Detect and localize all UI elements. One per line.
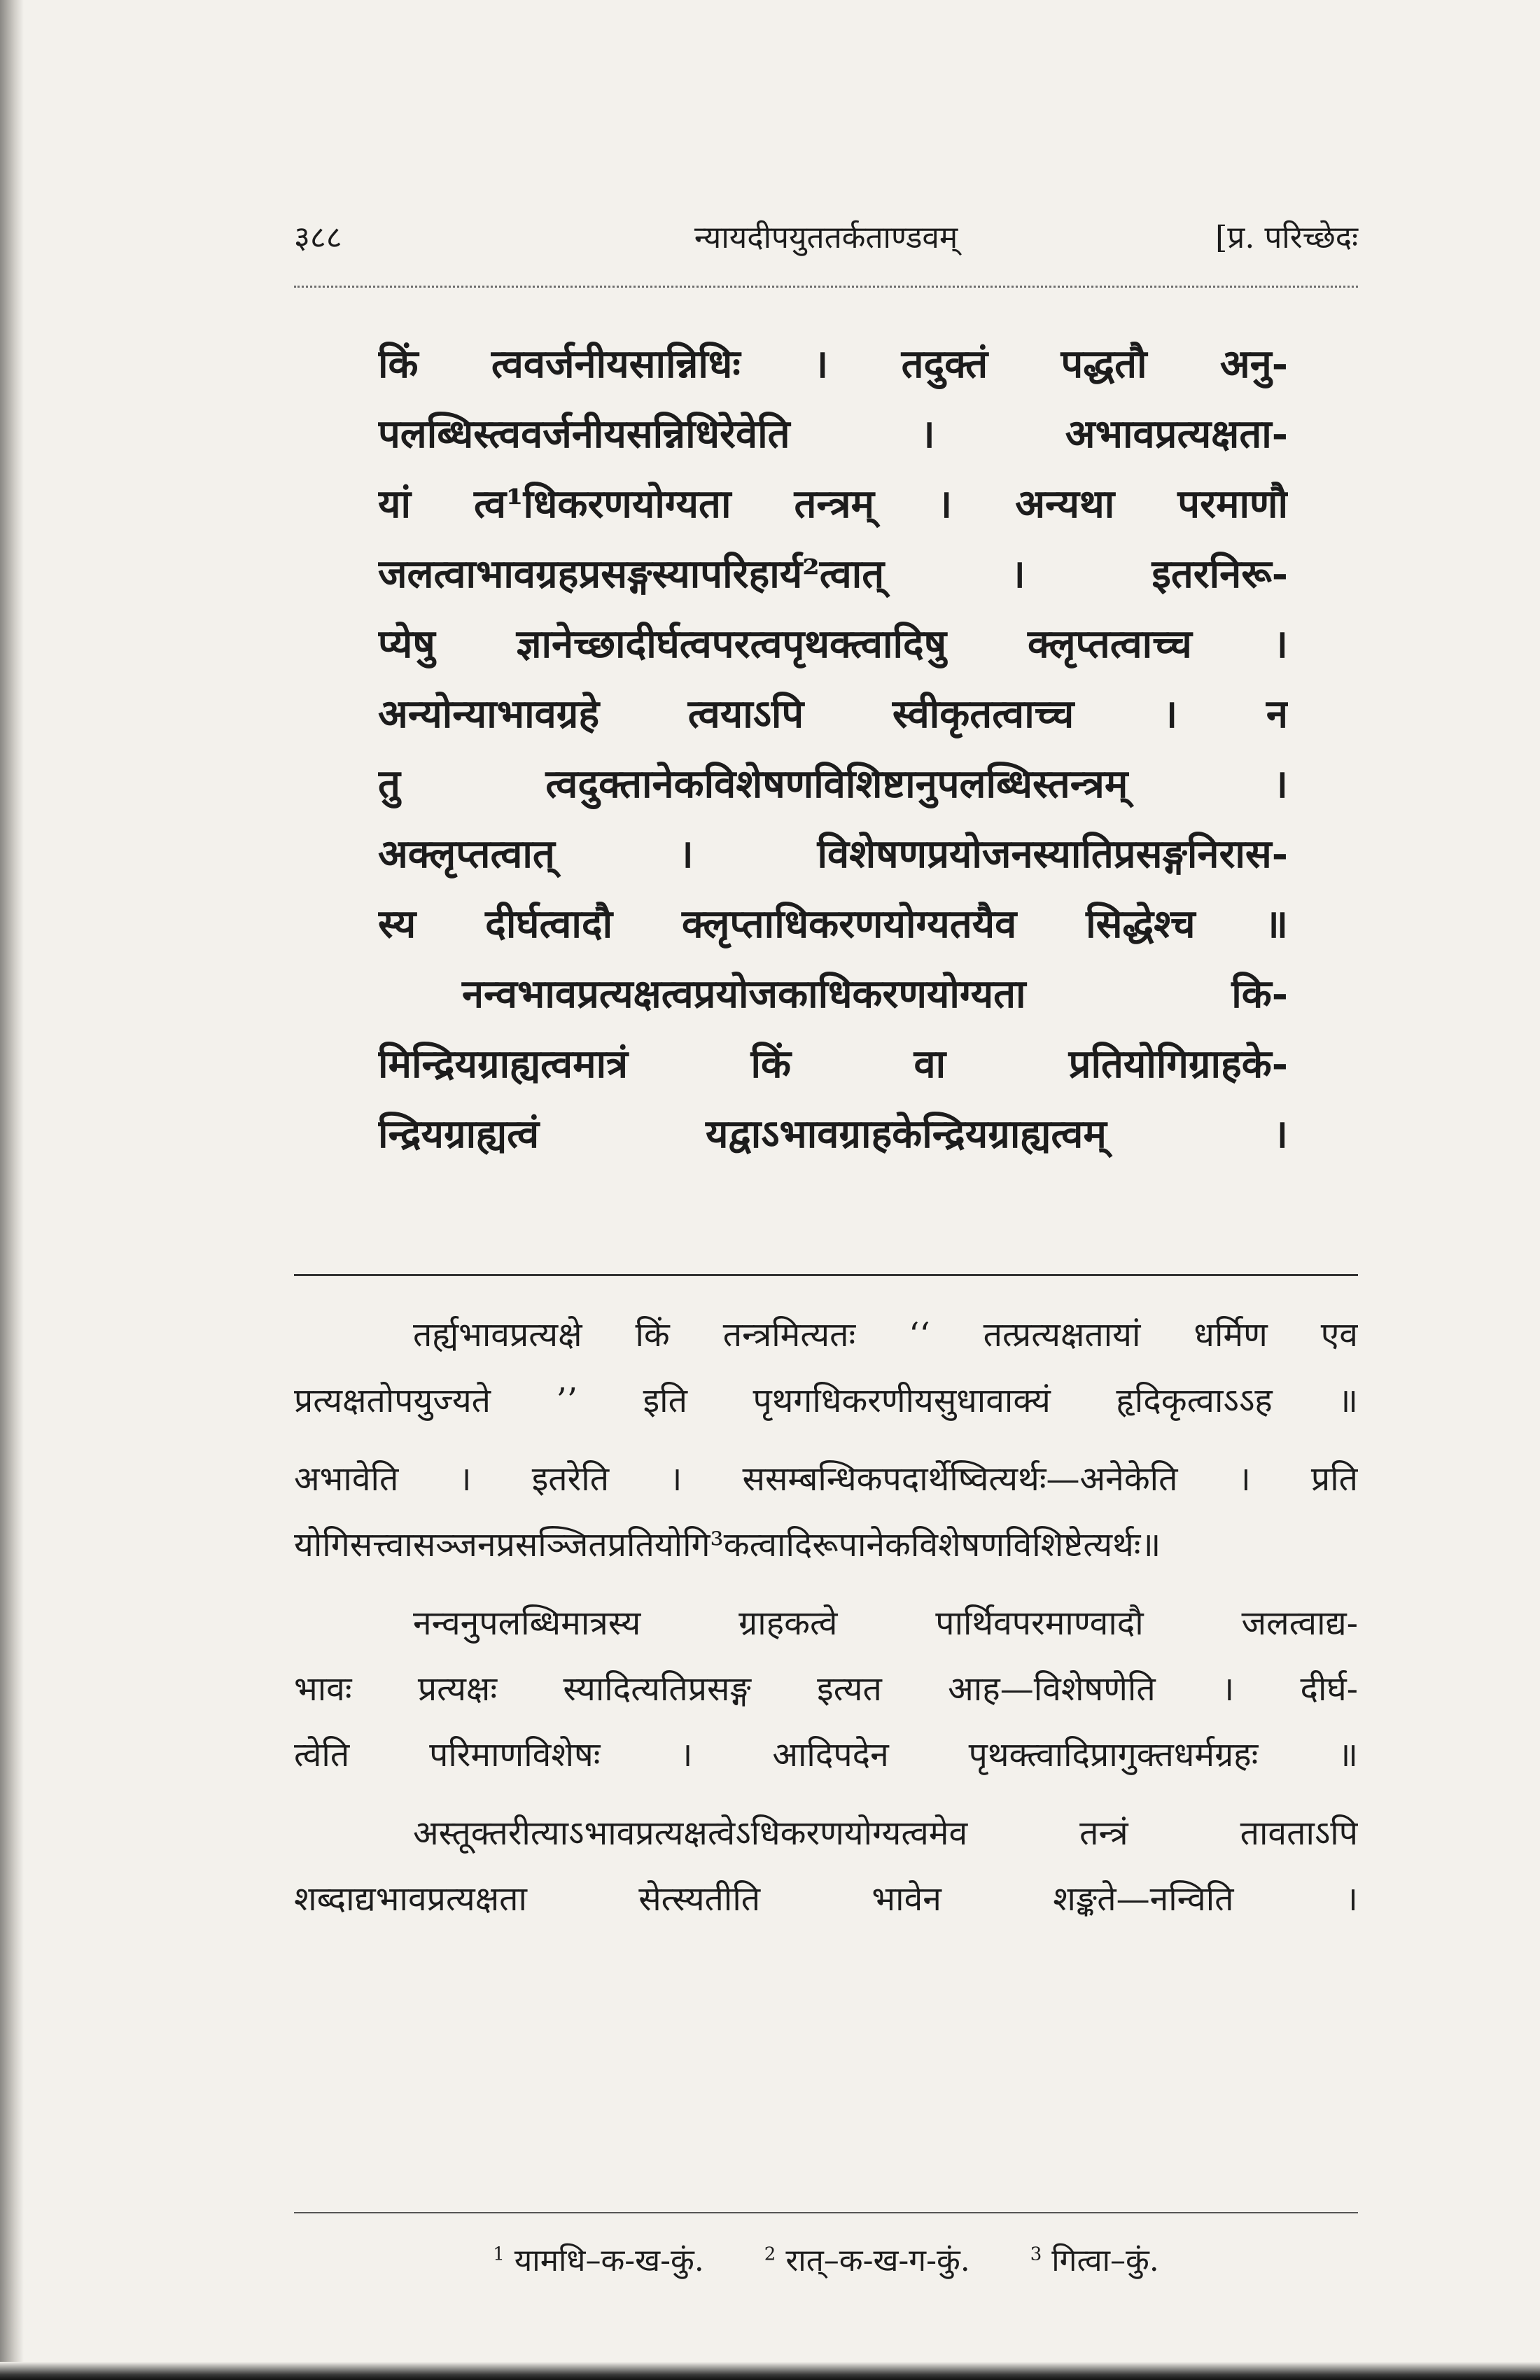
root-text-line: प्येषु ज्ञानेच्छादीर्घत्वपरत्वपृथक्त्वादिषु क्लृप्तत्वाच्च । <box>378 621 1288 667</box>
root-text-line: अन्योन्याभावग्रहे त्वयाऽपि स्वीकृतत्वाच्च । न <box>378 691 1288 737</box>
commentary-line: अस्तूक्तरीत्याऽभावप्रत्यक्षत्वेऽधिकरणयोग्यत्वमेव तन्त्रं तावताऽपि <box>413 1814 1358 1853</box>
page-bottom-edge <box>0 2362 1540 2380</box>
book-title: न्यायदीपयुततर्कताण्डवम् <box>694 220 958 255</box>
commentary-line: भावः प्रत्यक्षः स्यादित्यतिप्रसङ्ग इत्यत आह—विशेषणेति । दीर्घ- <box>294 1670 1358 1709</box>
footnote-mark: 3 <box>1030 2244 1042 2264</box>
root-text-line: नन्वभावप्रत्यक्षत्वप्रयोजकाधिकरणयोग्यता कि- <box>462 971 1288 1017</box>
footnote <box>493 2243 704 2278</box>
page-binding-edge <box>0 0 24 2380</box>
chapter-label: [प्र. परिच्छेदः <box>1215 220 1358 255</box>
header-rule <box>294 286 1358 295</box>
root-text-line: यां त्व¹धिकरणयोग्यता तन्त्रम् । अन्यथा परमाणौ <box>378 481 1288 527</box>
book-page <box>294 210 1358 2278</box>
commentary-line: शब्दाद्यभावप्रत्यक्षता सेत्स्यतीति भावेन शङ्कते—नन्विति । <box>294 1879 1358 1919</box>
footnotes <box>294 2226 1358 2282</box>
footnote-mark: 2 <box>764 2244 776 2264</box>
commentary-line: नन्वनुपलब्धिमात्रस्य ग्राहकत्वे पार्थिवपरमाण्वादौ जलत्वाद्य- <box>413 1604 1358 1643</box>
root-text-line: स्य दीर्घत्वादौ क्लृप्ताधिकरणयोग्यतयैव सिद्धेश्च ॥ <box>378 901 1288 947</box>
footnote-text: गित्वा–कुं. <box>1051 2242 1159 2278</box>
root-text-line: न्द्रियग्राह्यत्वं यद्वाऽभावग्राहकेन्द्रियग्राह्यत्वम् । <box>378 1111 1288 1157</box>
running-head <box>294 210 1358 266</box>
commentary <box>294 1302 1358 1932</box>
root-text <box>378 329 1288 1169</box>
footnote-text: रात्–क-ख-ग-कुं. <box>785 2242 970 2278</box>
footnote-divider <box>294 2212 1358 2213</box>
root-text-line: जलत्वाभावग्रहप्रसङ्गस्यापरिहार्य²त्वात् । इतरनिरू- <box>378 551 1288 597</box>
footnote-mark: 1 <box>493 2244 505 2264</box>
commentary-line: त्वेति परिमाणविशेषः । आदिपदेन पृथक्त्वादिप्रागुक्तधर्मग्रहः ॥ <box>294 1735 1358 1774</box>
root-text-line: पलब्धिस्त्ववर्जनीयसन्निधिरेवेति । अभावप्रत्यक्षता- <box>378 411 1288 457</box>
footnote-text: यामधि–क-ख-कुं. <box>514 2242 704 2278</box>
text-commentary-divider <box>294 1274 1358 1276</box>
root-text-line: अक्लृप्तत्वात् । विशेषणप्रयोजनस्यातिप्रसङ्गनिरास- <box>378 831 1288 877</box>
commentary-line: प्रत्यक्षतोपयुज्यते ’’ इति पृथगधिकरणीयसुधावाक्यं हृदिकृत्वाऽऽह ॥ <box>294 1381 1358 1420</box>
commentary-line: योगिसत्त्वासञ्जनप्रसञ्जितप्रतियोगि³कत्वादिरूपानेकविशेषणविशिष्टेत्यर्थः॥ <box>294 1525 1161 1564</box>
root-text-line: किं त्ववर्जनीयसान्निधिः । तदुक्तं पद्धतौ अनु- <box>378 341 1288 387</box>
footnote <box>1030 2243 1159 2278</box>
page-number: ३८८ <box>294 220 342 255</box>
commentary-line: अभावेति । इतरेति । ससम्बन्धिकपदार्थेष्वित्यर्थः—अनेकेति । प्रति <box>294 1460 1358 1499</box>
commentary-line: तर्ह्यभावप्रत्यक्षे किं तन्त्रमित्यतः ‘‘ तत्प्रत्यक्षतायां धर्मिण एव <box>413 1315 1358 1354</box>
root-text-line: तु त्वदुक्तानेकविशेषणविशिष्टानुपलब्धिस्तन्त्रम् । <box>378 761 1288 807</box>
root-text-line: मिन्द्रियग्राह्यत्वमात्रं किं वा प्रतियोगिग्राहके- <box>378 1041 1288 1087</box>
footnote <box>764 2243 970 2278</box>
